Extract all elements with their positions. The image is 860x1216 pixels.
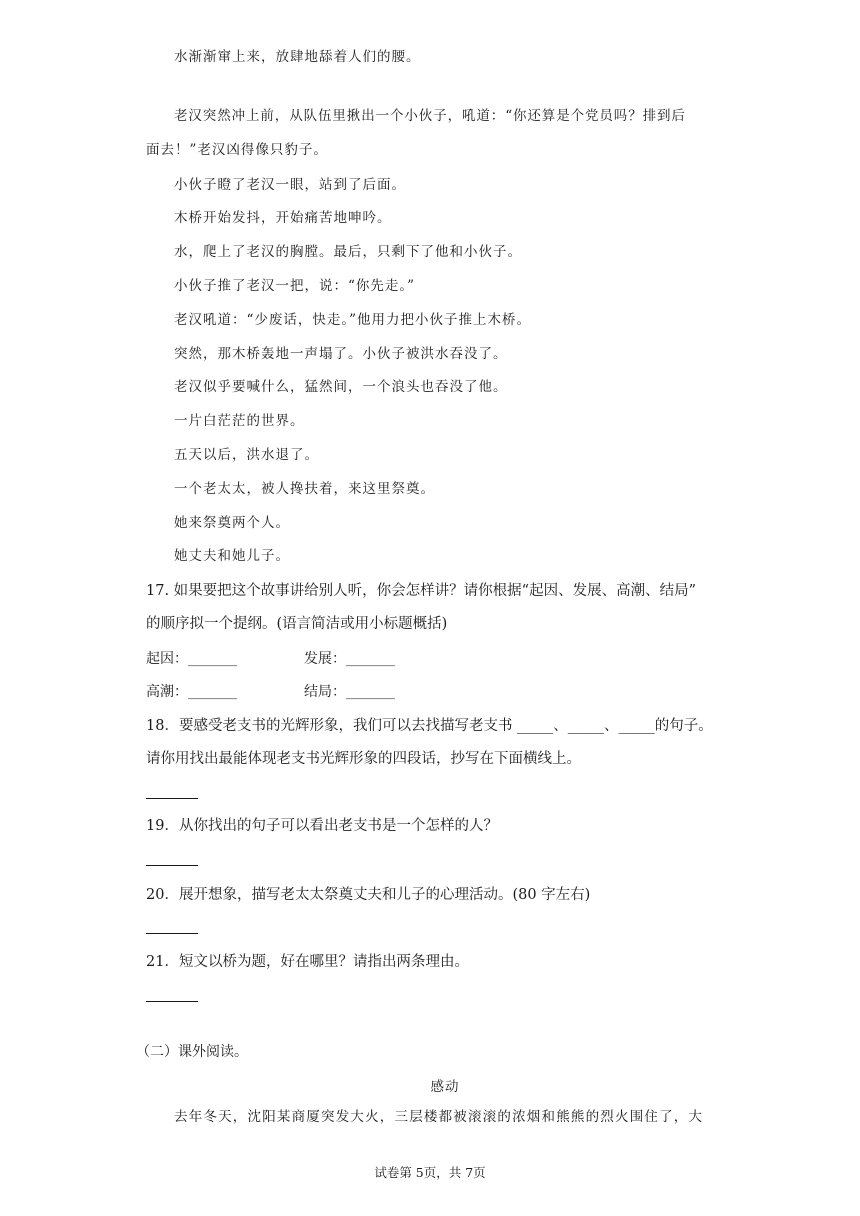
story-line: 小伙子推了老汉一把，说：“你先走。” bbox=[174, 278, 416, 294]
question-19-text: 19．从你找出的句子可以看出老支书是一个怎样的人？ bbox=[146, 818, 498, 834]
page-footer: 试卷第 5页，共 7页 bbox=[374, 1165, 486, 1180]
answer-line-21[interactable] bbox=[146, 1001, 198, 1002]
story-line: 面去！”老汉凶得像只豹子。 bbox=[146, 142, 328, 158]
question-21-text: 21．短文以桥为题，好在哪里？请指出两条理由。 bbox=[146, 954, 469, 970]
story-line: 老汉似乎要喊什么，猛然间，一个浪头也吞没了他。 bbox=[174, 379, 508, 395]
outline-ending[interactable]: 结局：_______ bbox=[304, 684, 395, 700]
story-line: 五天以后，洪水退了。 bbox=[174, 447, 319, 463]
question-18-text: 18．要感受老支书的光辉形象，我们可以去找描写老支书 _____、_____、_____的句子。 bbox=[146, 718, 713, 734]
story-line: 老汉突然冲上前，从队伍里揪出一个小伙子，吼道：“你还算是个党员吗？排到后 bbox=[174, 108, 686, 124]
story-line: 突然，那木桥轰地一声塌了。小伙子被洪水吞没了。 bbox=[174, 346, 508, 362]
question-18-text-cont: 请你用找出最能体现老支书光辉形象的四段话，抄写在下面横线上。 bbox=[146, 751, 581, 767]
question-17-text: 17. 如果要把这个故事讲给别人听，你会怎样讲？请你根据“起因、发展、高潮、结局” bbox=[146, 583, 696, 599]
answer-line-18[interactable] bbox=[146, 798, 198, 799]
story-line: 她来祭奠两个人。 bbox=[174, 515, 290, 531]
outline-cause[interactable]: 起因：_______ bbox=[146, 651, 237, 667]
story-line: 她丈夫和她儿子。 bbox=[174, 548, 290, 564]
story-line: 老汉吼道：“少废话，快走。”他用力把小伙子推上木桥。 bbox=[174, 312, 532, 328]
story-line: 一片白茫茫的世界。 bbox=[174, 413, 305, 429]
story-line: 木桥开始发抖，开始痛苦地呻吟。 bbox=[174, 210, 392, 226]
outline-climax[interactable]: 高潮：_______ bbox=[146, 684, 237, 700]
passage-first-line: 去年冬天，沈阳某商厦突发大火，三层楼都被滚滚的浓烟和熊熊的烈火围住了，大 bbox=[174, 1109, 704, 1125]
story-line: 一个老太太，被人搀扶着，来这里祭奠。 bbox=[174, 481, 435, 497]
story-line: 水渐渐窜上来，放肆地舔着人们的腰。 bbox=[174, 49, 421, 65]
section-heading: （二）课外阅读。 bbox=[136, 1044, 248, 1060]
passage-title: 感动 bbox=[430, 1079, 460, 1095]
answer-line-20[interactable] bbox=[146, 933, 198, 934]
story-line: 小伙子瞪了老汉一眼，站到了后面。 bbox=[174, 177, 406, 193]
outline-development[interactable]: 发展：_______ bbox=[304, 651, 395, 667]
story-line: 水，爬上了老汉的胸膛。最后，只剩下了他和小伙子。 bbox=[174, 244, 522, 260]
answer-line-19[interactable] bbox=[146, 865, 198, 866]
question-20-text: 20．展开想象，描写老太太祭奠丈夫和儿子的心理活动。(80 字左右) bbox=[146, 887, 591, 903]
question-17-text-cont: 的顺序拟一个提纲。(语言简洁或用小标题概括) bbox=[146, 616, 448, 632]
